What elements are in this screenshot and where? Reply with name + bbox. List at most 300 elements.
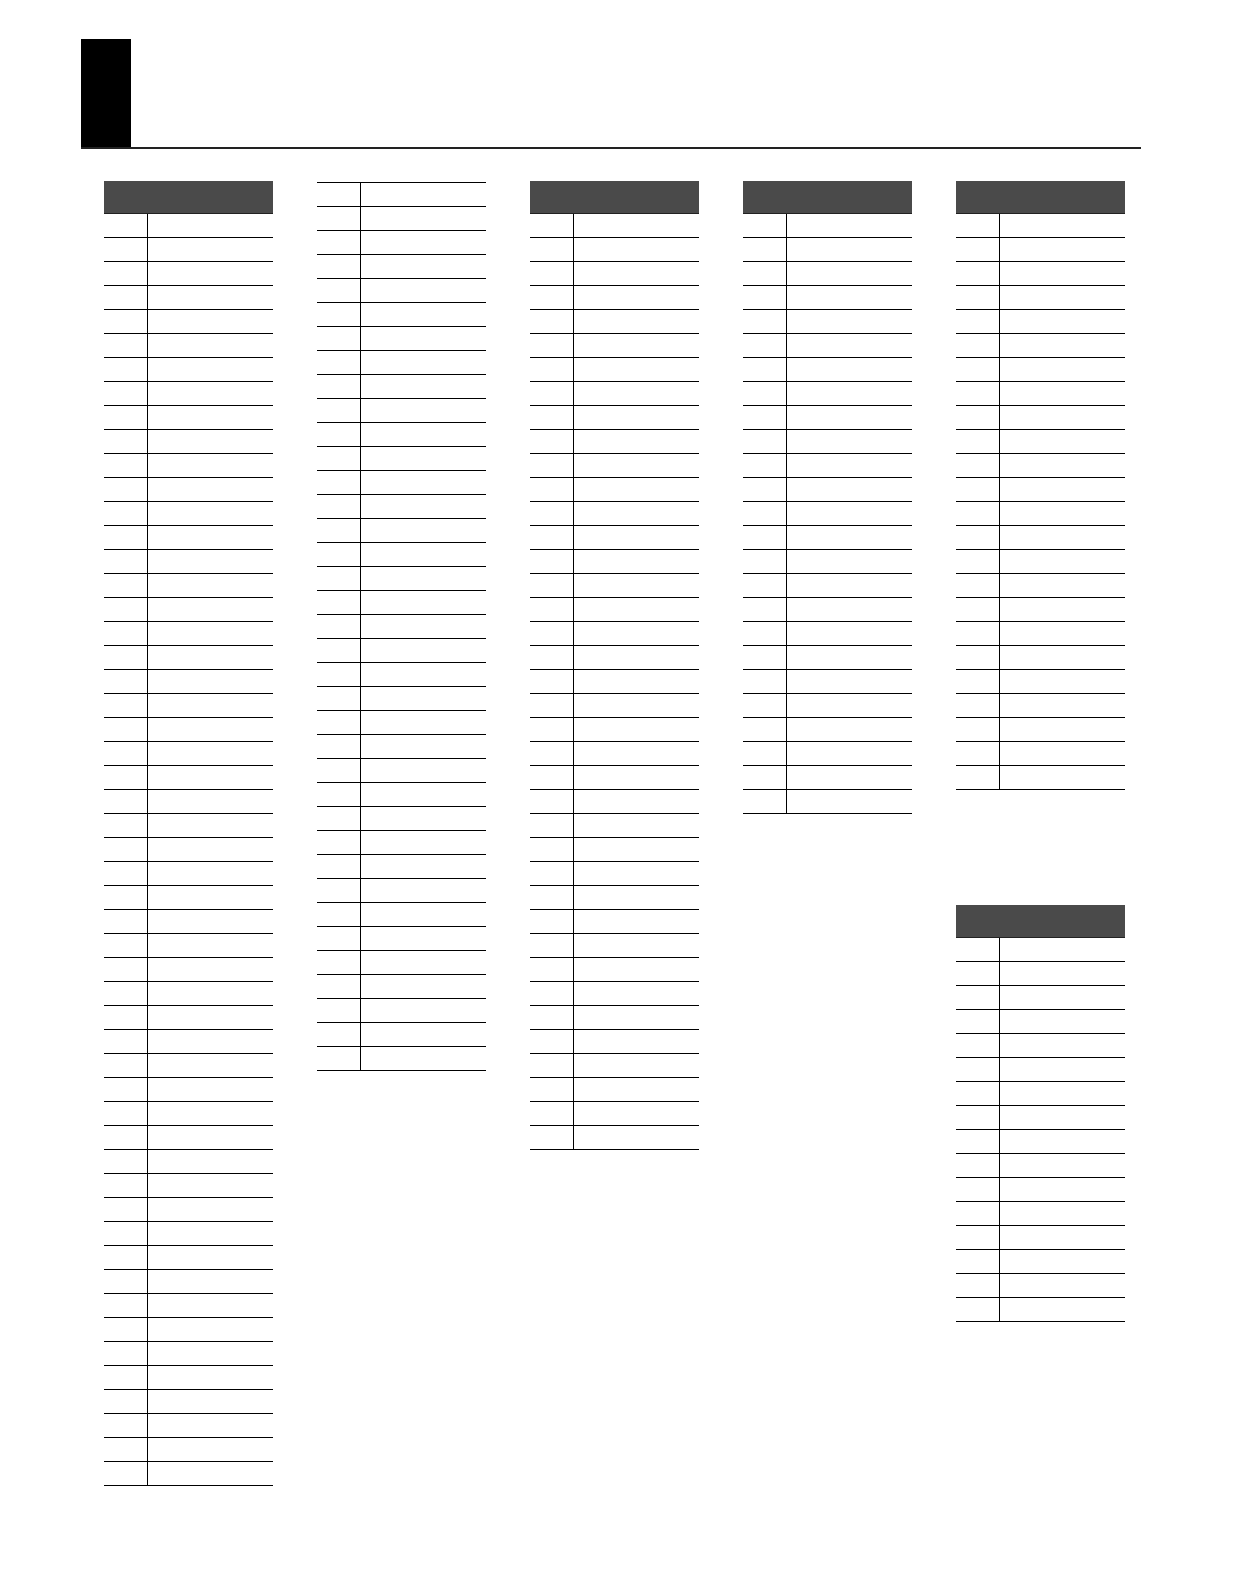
table-row — [104, 1294, 273, 1318]
row-number-cell — [104, 1174, 148, 1197]
row-number-cell — [317, 279, 361, 302]
row-number-cell — [530, 1030, 574, 1053]
row-name-cell — [1000, 1250, 1125, 1273]
row-name-cell — [361, 375, 486, 398]
table-row — [104, 454, 273, 478]
row-name-cell — [787, 478, 912, 501]
table-row — [956, 238, 1125, 262]
table-row — [743, 406, 912, 430]
row-name-cell — [1000, 1202, 1125, 1225]
table-row — [530, 670, 699, 694]
row-name-cell — [787, 286, 912, 309]
row-number-cell — [530, 406, 574, 429]
row-name-cell — [361, 495, 486, 518]
row-number-cell — [743, 526, 787, 549]
row-name-cell — [361, 903, 486, 926]
table-row — [317, 687, 486, 711]
row-number-cell — [530, 694, 574, 717]
table-row — [956, 670, 1125, 694]
table-row — [743, 286, 912, 310]
row-name-cell — [148, 478, 273, 501]
row-number-cell — [743, 310, 787, 333]
row-number-cell — [104, 502, 148, 525]
row-number-cell — [317, 303, 361, 326]
table-row — [956, 310, 1125, 334]
row-number-cell — [317, 663, 361, 686]
row-number-cell — [530, 814, 574, 837]
table-row — [956, 622, 1125, 646]
table-row — [956, 1034, 1125, 1058]
table-row — [956, 286, 1125, 310]
row-number-cell — [956, 574, 1000, 597]
row-number-cell — [530, 766, 574, 789]
row-number-cell — [530, 598, 574, 621]
row-number-cell — [956, 382, 1000, 405]
table-2-body — [317, 183, 486, 1071]
table-row — [956, 454, 1125, 478]
table-row — [530, 814, 699, 838]
row-name-cell — [148, 622, 273, 645]
row-number-cell — [956, 478, 1000, 501]
table-row — [104, 598, 273, 622]
row-number-cell — [317, 687, 361, 710]
table-1-body — [104, 214, 273, 1486]
row-name-cell — [1000, 550, 1125, 573]
row-name-cell — [361, 639, 486, 662]
row-number-cell — [104, 478, 148, 501]
row-name-cell — [1000, 1010, 1125, 1033]
table-row — [317, 567, 486, 591]
table-row — [530, 406, 699, 430]
row-name-cell — [148, 1462, 273, 1485]
table-row — [317, 447, 486, 471]
row-name-cell — [148, 982, 273, 1005]
row-number-cell — [104, 526, 148, 549]
table-row — [530, 862, 699, 886]
table-row — [743, 334, 912, 358]
table-row — [956, 1202, 1125, 1226]
table-row — [956, 1010, 1125, 1034]
table-row — [956, 550, 1125, 574]
row-name-cell — [148, 1054, 273, 1077]
row-number-cell — [317, 495, 361, 518]
table-row — [104, 382, 273, 406]
row-name-cell — [574, 790, 699, 813]
row-name-cell — [787, 790, 912, 813]
table-row — [317, 231, 486, 255]
row-name-cell — [574, 670, 699, 693]
table-row — [743, 310, 912, 334]
table-3-body — [530, 214, 699, 1150]
row-name-cell — [787, 454, 912, 477]
table-row — [104, 1198, 273, 1222]
row-number-cell — [104, 742, 148, 765]
table-row — [530, 982, 699, 1006]
table-row — [956, 694, 1125, 718]
table-5-header — [956, 181, 1125, 214]
row-name-cell — [361, 231, 486, 254]
row-number-cell — [317, 207, 361, 230]
row-name-cell — [1000, 406, 1125, 429]
row-name-cell — [361, 447, 486, 470]
row-number-cell — [530, 1102, 574, 1125]
row-name-cell — [148, 262, 273, 285]
table-row — [956, 718, 1125, 742]
row-number-cell — [104, 886, 148, 909]
row-number-cell — [104, 358, 148, 381]
table-row — [317, 207, 486, 231]
table-row — [743, 526, 912, 550]
row-number-cell — [317, 735, 361, 758]
table-row — [104, 550, 273, 574]
row-number-cell — [956, 1250, 1000, 1273]
table-row — [956, 1058, 1125, 1082]
table-row — [956, 574, 1125, 598]
row-number-cell — [104, 310, 148, 333]
table-row — [104, 502, 273, 526]
row-name-cell — [361, 831, 486, 854]
table-row — [317, 831, 486, 855]
row-name-cell — [148, 694, 273, 717]
table-row — [956, 1274, 1125, 1298]
row-name-cell — [1000, 478, 1125, 501]
row-number-cell — [956, 1202, 1000, 1225]
table-row — [104, 1438, 273, 1462]
table-row — [104, 1318, 273, 1342]
row-name-cell — [1000, 598, 1125, 621]
row-name-cell — [148, 1294, 273, 1317]
row-number-cell — [956, 986, 1000, 1009]
row-name-cell — [787, 382, 912, 405]
row-number-cell — [956, 766, 1000, 789]
table-row — [317, 927, 486, 951]
row-number-cell — [530, 1078, 574, 1101]
row-name-cell — [361, 543, 486, 566]
row-name-cell — [148, 454, 273, 477]
row-number-cell — [104, 1462, 148, 1485]
row-name-cell — [148, 1246, 273, 1269]
table-row — [956, 962, 1125, 986]
row-number-cell — [317, 711, 361, 734]
row-number-cell — [317, 783, 361, 806]
table-row — [317, 399, 486, 423]
row-number-cell — [530, 550, 574, 573]
row-name-cell — [574, 910, 699, 933]
row-number-cell — [104, 694, 148, 717]
row-name-cell — [148, 598, 273, 621]
row-name-cell — [1000, 766, 1125, 789]
table-row — [317, 519, 486, 543]
row-number-cell — [104, 286, 148, 309]
row-name-cell — [1000, 1178, 1125, 1201]
row-number-cell — [530, 334, 574, 357]
row-name-cell — [787, 238, 912, 261]
table-row — [104, 742, 273, 766]
table-6-header — [956, 905, 1125, 938]
table-row — [104, 622, 273, 646]
row-name-cell — [148, 1222, 273, 1245]
row-name-cell — [148, 502, 273, 525]
row-number-cell — [104, 958, 148, 981]
row-number-cell — [956, 742, 1000, 765]
row-name-cell — [361, 807, 486, 830]
row-number-cell — [956, 214, 1000, 237]
row-name-cell — [148, 526, 273, 549]
row-number-cell — [317, 183, 361, 206]
table-row — [317, 303, 486, 327]
row-name-cell — [148, 1150, 273, 1173]
table-row — [956, 986, 1125, 1010]
table-row — [956, 938, 1125, 962]
table-row — [530, 694, 699, 718]
row-name-cell — [361, 615, 486, 638]
row-name-cell — [1000, 430, 1125, 453]
table-row — [104, 1126, 273, 1150]
table-row — [956, 1298, 1125, 1322]
row-number-cell — [743, 790, 787, 813]
row-number-cell — [743, 742, 787, 765]
row-number-cell — [317, 567, 361, 590]
row-name-cell — [361, 327, 486, 350]
table-row — [530, 358, 699, 382]
row-number-cell — [743, 478, 787, 501]
row-name-cell — [361, 855, 486, 878]
table-row — [743, 382, 912, 406]
row-name-cell — [574, 382, 699, 405]
table-row — [956, 1226, 1125, 1250]
table-row — [317, 375, 486, 399]
table-row — [104, 310, 273, 334]
table-row — [104, 862, 273, 886]
table-row — [743, 766, 912, 790]
row-number-cell — [317, 399, 361, 422]
table-row — [530, 262, 699, 286]
row-name-cell — [1000, 1154, 1125, 1177]
row-name-cell — [787, 598, 912, 621]
row-number-cell — [104, 646, 148, 669]
row-name-cell — [574, 310, 699, 333]
row-number-cell — [530, 214, 574, 237]
table-row — [104, 694, 273, 718]
table-row — [956, 214, 1125, 238]
row-number-cell — [317, 879, 361, 902]
table-row — [104, 1006, 273, 1030]
table-row — [104, 1174, 273, 1198]
row-number-cell — [530, 670, 574, 693]
table-row — [530, 550, 699, 574]
row-number-cell — [956, 262, 1000, 285]
row-number-cell — [956, 598, 1000, 621]
table-6 — [956, 905, 1125, 1322]
table-row — [530, 1102, 699, 1126]
row-name-cell — [148, 814, 273, 837]
row-name-cell — [148, 1318, 273, 1341]
row-name-cell — [1000, 358, 1125, 381]
row-name-cell — [1000, 262, 1125, 285]
table-row — [743, 478, 912, 502]
table-row — [317, 615, 486, 639]
row-number-cell — [317, 639, 361, 662]
table-row — [104, 286, 273, 310]
row-name-cell — [787, 670, 912, 693]
table-row — [530, 790, 699, 814]
row-number-cell — [530, 286, 574, 309]
row-name-cell — [148, 1390, 273, 1413]
row-name-cell — [574, 862, 699, 885]
row-name-cell — [361, 783, 486, 806]
row-name-cell — [148, 958, 273, 981]
row-number-cell — [317, 591, 361, 614]
row-name-cell — [361, 423, 486, 446]
row-name-cell — [148, 886, 273, 909]
row-number-cell — [104, 1198, 148, 1221]
row-number-cell — [317, 855, 361, 878]
row-number-cell — [530, 838, 574, 861]
table-4-header — [743, 181, 912, 214]
table-row — [530, 502, 699, 526]
row-name-cell — [361, 687, 486, 710]
row-number-cell — [104, 1102, 148, 1125]
row-name-cell — [787, 646, 912, 669]
row-name-cell — [1000, 1058, 1125, 1081]
row-name-cell — [787, 550, 912, 573]
table-row — [317, 543, 486, 567]
table-row — [104, 1078, 273, 1102]
row-number-cell — [104, 814, 148, 837]
row-name-cell — [574, 814, 699, 837]
row-name-cell — [1000, 646, 1125, 669]
table-row — [317, 1047, 486, 1071]
row-name-cell — [574, 598, 699, 621]
row-name-cell — [1000, 986, 1125, 1009]
table-2 — [317, 182, 486, 1071]
row-name-cell — [361, 1023, 486, 1046]
row-name-cell — [574, 286, 699, 309]
table-row — [530, 622, 699, 646]
row-number-cell — [317, 327, 361, 350]
row-number-cell — [956, 1298, 1000, 1321]
header-rule — [81, 147, 1141, 149]
row-name-cell — [574, 1054, 699, 1077]
table-row — [104, 646, 273, 670]
table-row — [317, 351, 486, 375]
row-name-cell — [574, 838, 699, 861]
table-row — [317, 591, 486, 615]
row-number-cell — [317, 903, 361, 926]
row-number-cell — [743, 766, 787, 789]
row-name-cell — [574, 958, 699, 981]
row-number-cell — [530, 262, 574, 285]
row-name-cell — [574, 1102, 699, 1125]
row-number-cell — [104, 1006, 148, 1029]
row-number-cell — [104, 1246, 148, 1269]
row-name-cell — [361, 999, 486, 1022]
table-6-body — [956, 938, 1125, 1322]
row-name-cell — [1000, 718, 1125, 741]
table-4-body — [743, 214, 912, 814]
row-name-cell — [148, 1270, 273, 1293]
table-row — [530, 958, 699, 982]
row-number-cell — [956, 286, 1000, 309]
row-name-cell — [148, 670, 273, 693]
row-name-cell — [574, 574, 699, 597]
row-name-cell — [574, 262, 699, 285]
row-number-cell — [530, 982, 574, 1005]
row-number-cell — [956, 502, 1000, 525]
row-name-cell — [574, 934, 699, 957]
table-row — [743, 262, 912, 286]
row-number-cell — [530, 238, 574, 261]
table-row — [956, 1106, 1125, 1130]
row-name-cell — [1000, 526, 1125, 549]
table-row — [317, 1023, 486, 1047]
row-name-cell — [1000, 962, 1125, 985]
row-name-cell — [148, 358, 273, 381]
table-row — [530, 430, 699, 454]
row-name-cell — [574, 694, 699, 717]
table-row — [956, 358, 1125, 382]
row-number-cell — [530, 1054, 574, 1077]
row-number-cell — [530, 910, 574, 933]
row-number-cell — [317, 447, 361, 470]
row-name-cell — [787, 430, 912, 453]
table-row — [743, 670, 912, 694]
row-number-cell — [104, 790, 148, 813]
row-number-cell — [104, 1366, 148, 1389]
row-number-cell — [743, 598, 787, 621]
row-number-cell — [743, 550, 787, 573]
row-name-cell — [574, 766, 699, 789]
row-number-cell — [317, 519, 361, 542]
table-row — [104, 838, 273, 862]
row-number-cell — [104, 1078, 148, 1101]
table-row — [530, 886, 699, 910]
row-number-cell — [530, 646, 574, 669]
row-number-cell — [104, 910, 148, 933]
row-name-cell — [787, 310, 912, 333]
table-row — [530, 238, 699, 262]
row-name-cell — [148, 286, 273, 309]
table-row — [530, 1054, 699, 1078]
row-number-cell — [530, 574, 574, 597]
table-row — [743, 238, 912, 262]
table-row — [530, 646, 699, 670]
row-name-cell — [574, 502, 699, 525]
row-number-cell — [743, 286, 787, 309]
row-name-cell — [1000, 1226, 1125, 1249]
table-row — [104, 1390, 273, 1414]
table-row — [104, 1054, 273, 1078]
row-number-cell — [743, 358, 787, 381]
row-number-cell — [104, 262, 148, 285]
row-number-cell — [530, 478, 574, 501]
row-name-cell — [148, 574, 273, 597]
row-name-cell — [1000, 694, 1125, 717]
row-number-cell — [104, 1030, 148, 1053]
table-row — [743, 358, 912, 382]
table-row — [104, 358, 273, 382]
table-row — [104, 934, 273, 958]
row-number-cell — [317, 1047, 361, 1070]
row-number-cell — [317, 423, 361, 446]
table-row — [104, 1462, 273, 1486]
table-row — [104, 214, 273, 238]
row-name-cell — [361, 567, 486, 590]
table-row — [104, 910, 273, 934]
table-row — [317, 495, 486, 519]
row-name-cell — [574, 1030, 699, 1053]
table-row — [956, 526, 1125, 550]
